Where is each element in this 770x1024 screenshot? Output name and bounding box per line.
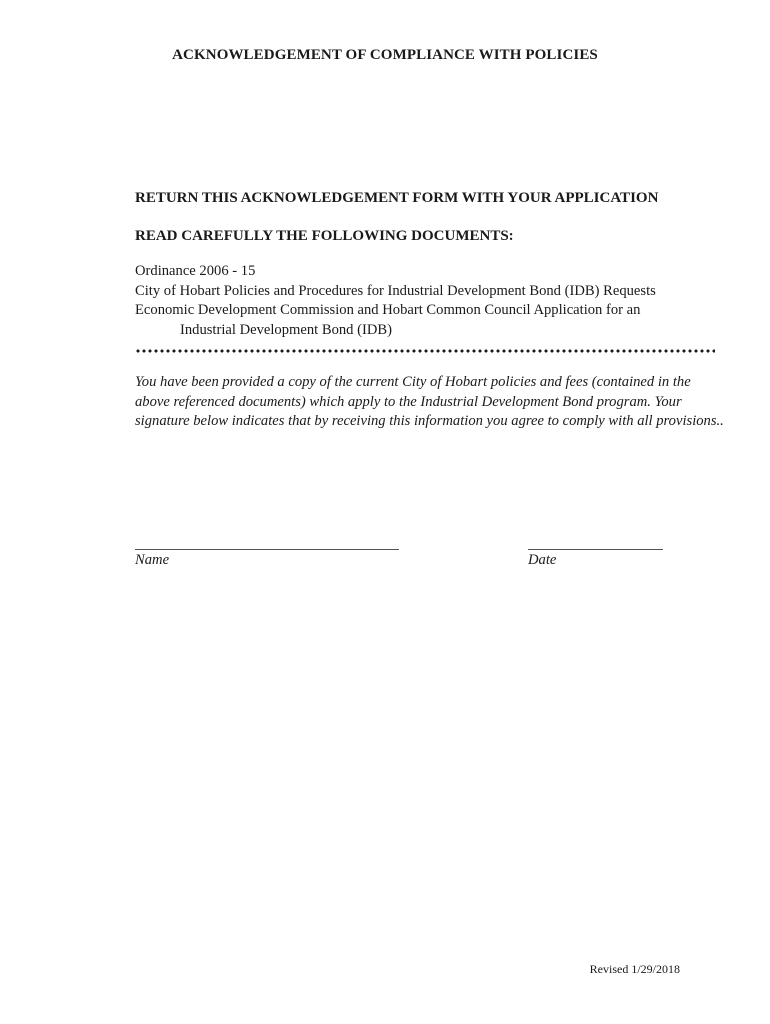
revision-date: Revised 1/29/2018 [589, 962, 680, 976]
read-documents-heading: READ CAREFULLY THE FOLLOWING DOCUMENTS: [135, 228, 514, 244]
name-signature-line[interactable] [135, 549, 399, 550]
date-signature-line[interactable] [528, 549, 663, 550]
dotted-divider [135, 348, 715, 354]
document-list [135, 262, 735, 340]
date-label: Date [528, 552, 557, 568]
acknowledgement-statement: You have been provided a copy of the current City of Hobart policies and fees (contained in the above referenced documents) which apply to the Industrial Development Bond program. Your signature below indicates that by receiving this information you agree to comply with all provisions.. [135, 374, 724, 429]
document-list-item: Economic Development Commission and Hobart Common Council Application for an [135, 302, 641, 318]
return-instruction-heading: RETURN THIS ACKNOWLEDGEMENT FORM WITH YOUR APPLICATION [135, 190, 659, 206]
document-title: ACKNOWLEDGEMENT OF COMPLIANCE WITH POLICIES [172, 47, 598, 63]
name-label: Name [135, 552, 170, 568]
document-list-item-continuation: Industrial Development Bond (IDB) [180, 321, 392, 338]
document-list-item: City of Hobart Policies and Procedures for Industrial Development Bond (IDB) Requests [135, 282, 656, 299]
document-list-item: Ordinance 2006 - 15 [135, 263, 256, 279]
